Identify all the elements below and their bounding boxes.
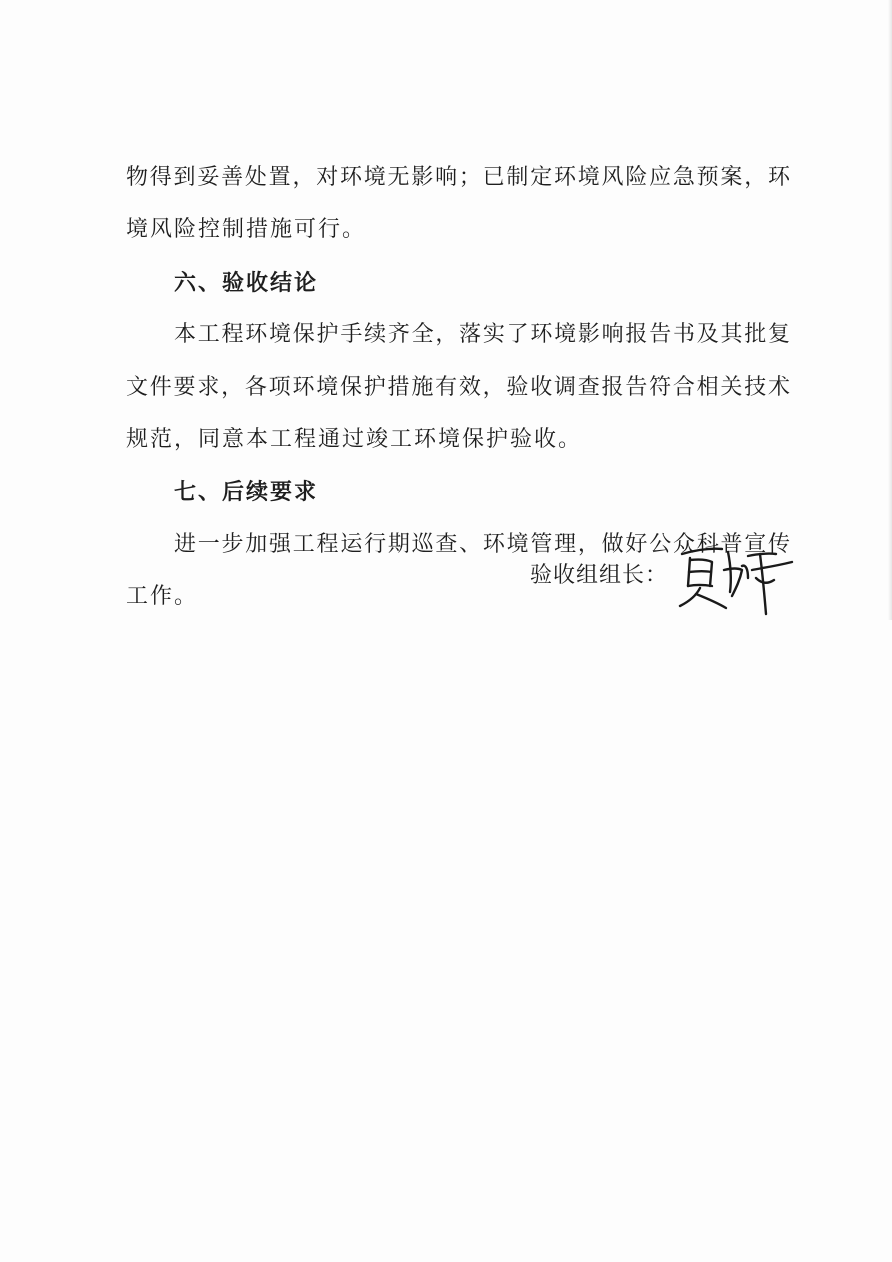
body-line: 文件要求，各项环境保护措施有效，验收调查报告符合相关技术 bbox=[126, 374, 790, 400]
body-line: 境风险控制措施可行。 bbox=[126, 217, 367, 243]
body-line: 本工程环境保护手续齐全，落实了环境影响报告书及其批复 bbox=[174, 322, 790, 348]
body-line: 物得到妥善处置，对环境无影响；已制定环境风险应急预案，环 bbox=[126, 165, 790, 190]
signature-label: 验收组组长： bbox=[530, 563, 669, 588]
body-line: 工作。 bbox=[126, 584, 199, 610]
handwritten-signature-icon bbox=[676, 540, 796, 620]
scan-edge-shade bbox=[888, 0, 892, 620]
signature-block bbox=[530, 540, 810, 620]
section-heading: 六、验收结论 bbox=[174, 269, 319, 296]
body-line: 进一步加强工程运行期巡查、环境管理，做好公众科普宣传 bbox=[174, 531, 790, 557]
section-heading: 七、后续要求 bbox=[174, 479, 319, 506]
body-line: 规范，同意本工程通过竣工环境保护验收。 bbox=[126, 426, 583, 452]
